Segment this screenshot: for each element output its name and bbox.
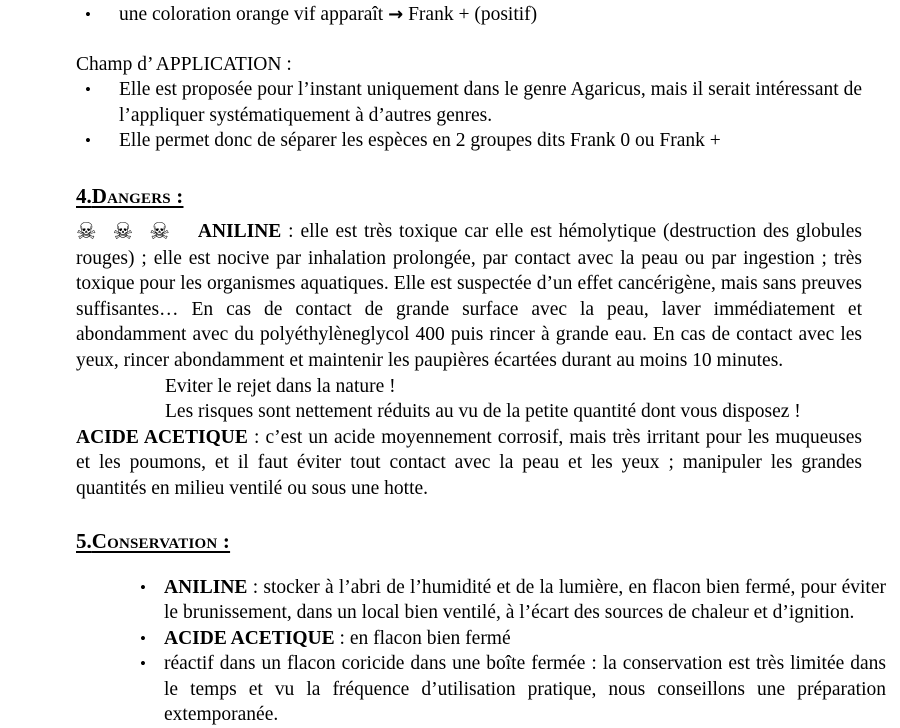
application-bullet-list (76, 77, 862, 154)
spacer (76, 209, 862, 219)
right-arrow-icon: → (388, 4, 403, 25)
dangers-section (76, 183, 862, 502)
bullet-glyph: • (140, 651, 146, 677)
conservation-bullet-list (76, 575, 862, 728)
danger-note-1: Eviter le rejet dans la nature ! (76, 374, 862, 400)
list-item (85, 128, 862, 154)
heading-number: 5. (76, 529, 92, 553)
heading-label: Dangers : (92, 184, 184, 208)
list-item (140, 651, 886, 728)
acide-acetique-body: : c’est un acide moyennement corrosif, mais très irritant pour les muqueuses et les poumons, et il faut éviter tout contact avec la peau et les yeux ; manipuler les grandes quantités en milieu ventilé ou sous une hotte. (76, 427, 862, 499)
spacer (76, 554, 862, 575)
bullet-glyph: • (85, 2, 91, 28)
section-heading-conservation (76, 528, 230, 554)
list-item-label: ANILINE (164, 577, 247, 598)
list-item-text: : stocker à l’abri de l’humidité et de la lumière, en flacon bien fermé, pour éviter le brunissement, dans un local bien ventilé, à l’écart des sources de chaleur et d’ignition. (164, 577, 886, 624)
danger-note-2: Les risques sont nettement réduits au vu de la petite quantité dont vous disposez ! (76, 399, 862, 425)
list-item (140, 575, 886, 626)
skull-and-crossbones-icon: ☠☠☠ (76, 220, 186, 246)
list-item (140, 626, 886, 652)
list-item-text: : en flacon bien fermé (335, 628, 511, 649)
list-item-text: réactif dans un flacon coricide dans une boîte fermée : la conservation est très limitée dans le temps et vu la fréquence d’utilisation pratique, nous conseillons une préparation extemporanée. (164, 653, 886, 725)
section-heading-dangers (76, 183, 183, 209)
acide-acetique-label: ACIDE ACETIQUE (76, 427, 248, 448)
heading-label: Conservation : (92, 529, 230, 553)
list-item (85, 2, 862, 28)
spacer (76, 502, 862, 528)
bullet-text-post: Frank + (positif) (403, 4, 537, 25)
list-item (85, 77, 862, 128)
list-item-text: Elle permet donc de séparer les espèces en 2 groupes dits Frank 0 ou Frank + (119, 130, 721, 151)
result-bullet-list (76, 2, 862, 28)
heading-number: 4. (76, 184, 92, 208)
bullet-glyph: • (140, 626, 146, 652)
conservation-section (76, 528, 862, 728)
text-column (76, 0, 862, 728)
bullet-text-pre: une coloration orange vif apparaît (119, 4, 388, 25)
acide-acetique-danger-paragraph (76, 425, 862, 502)
spacer (76, 28, 862, 52)
aniline-body: : elle est très toxique car elle est hémolytique (destruction des globules rouges) ; elle est nocive par inhalation prolongée, par contact avec la peau ou par ingestion ; très toxique pour les organismes aquatiques. Elle est suspectée d’un effet cancérigène, mais sans preuves suffisantes… En cas de contact de grande surface avec la peau, laver immédiatement et abondamment avec du polyéthylèneglycol 400 puis rincer à grande eau. En cas de contact avec les yeux, rincer abondamment et maintenir les paupières écartées durant au moins 10 minutes. (76, 221, 862, 371)
list-item-text: Elle est proposée pour l’instant uniquement dans le genre Agaricus, mais il serait intéressant de l’appliquer systématiquement à d’autres genres. (119, 79, 862, 126)
aniline-label: ANILINE (198, 221, 281, 242)
aniline-danger-paragraph (76, 219, 862, 374)
bullet-glyph: • (85, 128, 91, 154)
list-item-label: ACIDE ACETIQUE (164, 628, 335, 649)
application-label: Champ d’ APPLICATION : (76, 52, 862, 78)
bullet-glyph: • (85, 77, 91, 103)
spacer (76, 154, 862, 183)
bullet-glyph: • (140, 575, 146, 601)
